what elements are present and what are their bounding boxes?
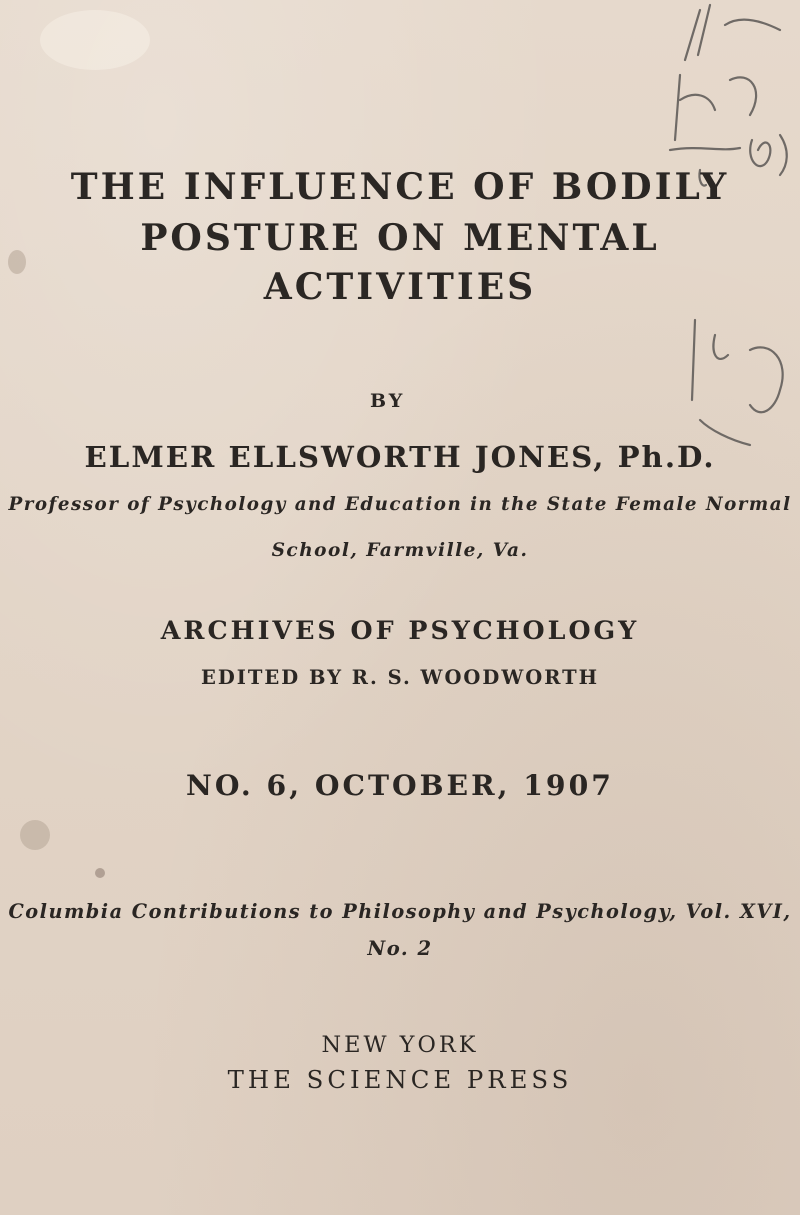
paper-stain — [40, 10, 150, 70]
issue-line: NO. 6, OCTOBER, 1907 — [186, 768, 614, 802]
imprint-city: NEW YORK — [321, 1032, 479, 1058]
affiliation-line-1: Professor of Psychology and Education in the State Female Normal — [8, 494, 792, 515]
by-label: BY — [370, 390, 406, 412]
author-name: ELMER ELLSWORTH JONES, Ph.D. — [84, 440, 716, 474]
affiliation-line-2: School, Farmville, Va. — [271, 540, 529, 561]
title-line-2: POSTURE ON MENTAL — [140, 216, 660, 259]
contributions-line-2: No. 2 — [367, 937, 433, 960]
series-name: ARCHIVES OF PSYCHOLOGY — [160, 615, 640, 645]
paper-stain — [95, 868, 105, 878]
contributions-line-1: Columbia Contributions to Philosophy and Psychology, Vol. XVI, — [8, 900, 792, 923]
title-line-1: THE INFLUENCE OF BODILY — [70, 165, 730, 208]
imprint-publisher: THE SCIENCE PRESS — [227, 1065, 573, 1094]
series-editor: EDITED BY R. S. WOODWORTH — [200, 666, 600, 689]
title-line-3: ACTIVITIES — [263, 265, 537, 308]
paper-stain — [20, 820, 50, 850]
